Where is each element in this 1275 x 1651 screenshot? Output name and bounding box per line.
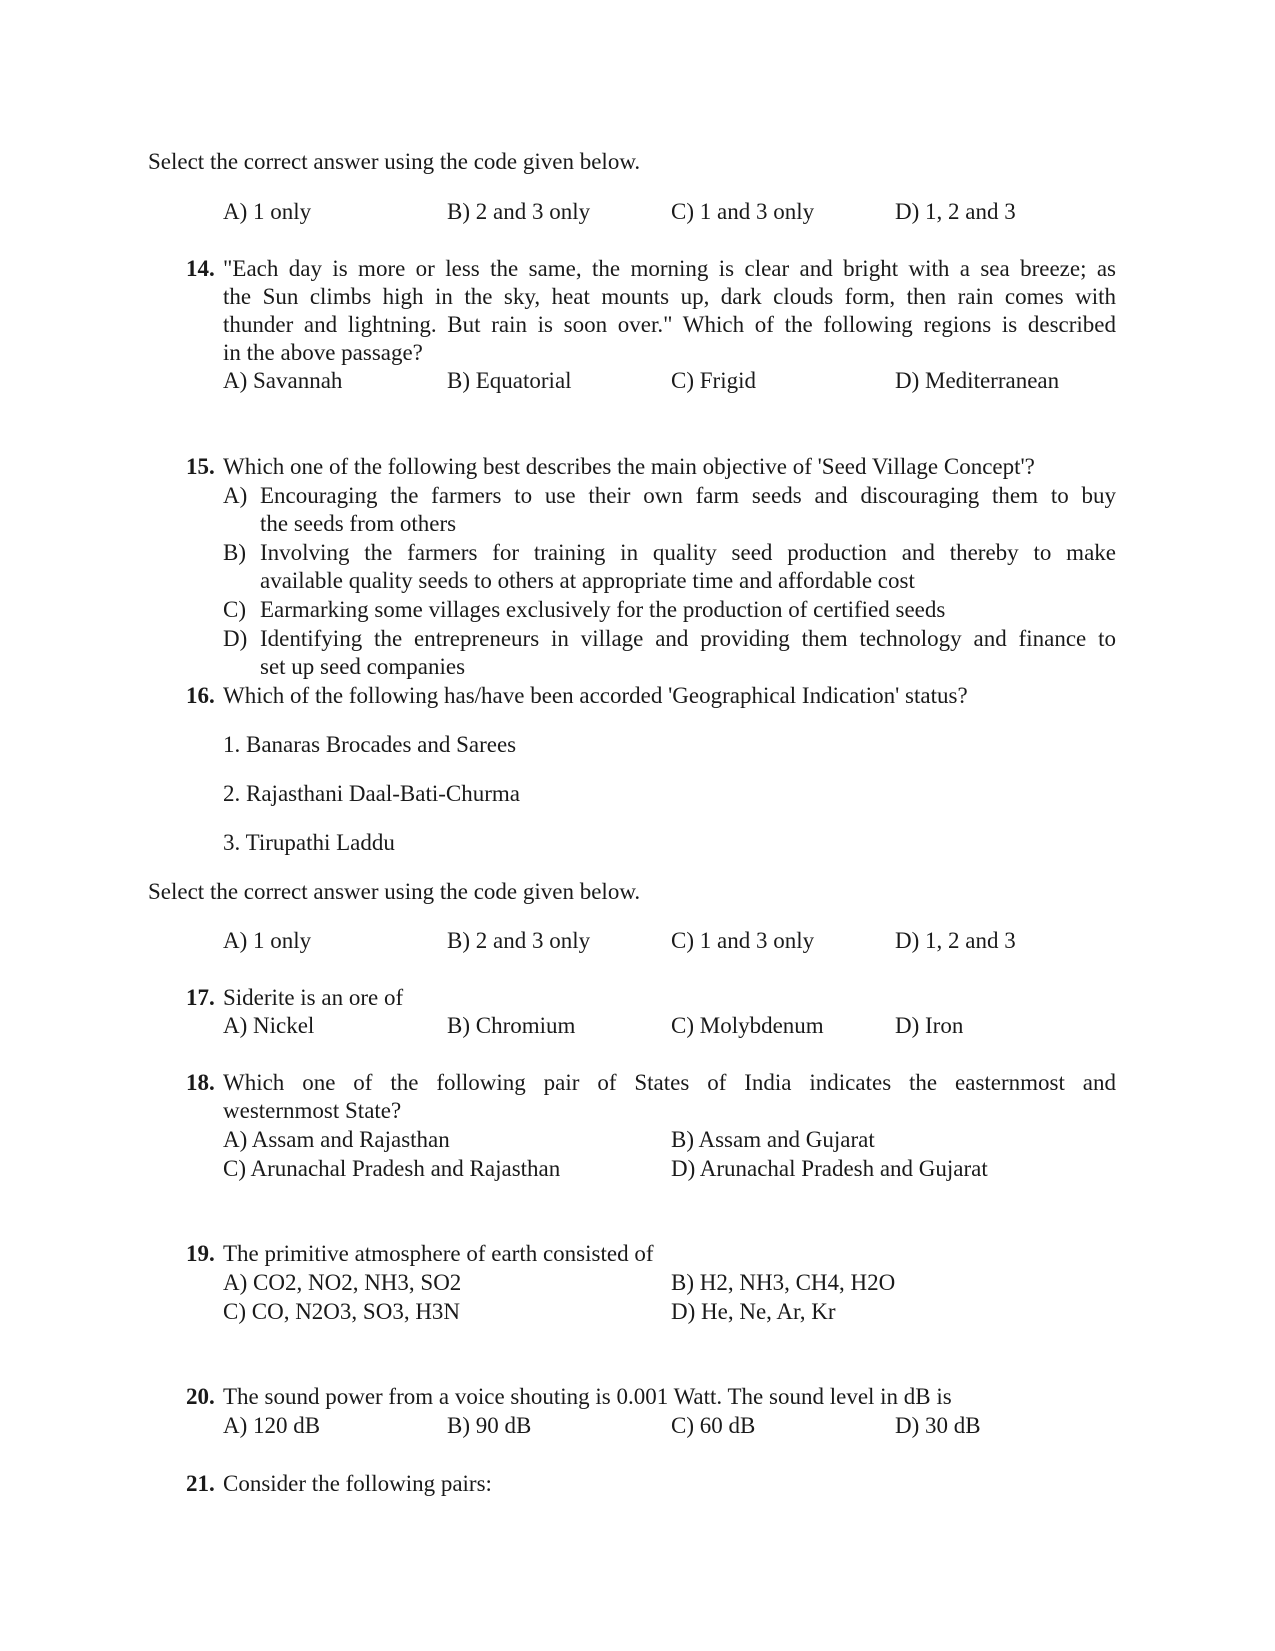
q15-option-c-line-1: Earmarking some villages exclusively for the production of certified seeds [260, 597, 946, 622]
q16-item-1: 1. Banaras Brocades and Sarees [223, 732, 517, 757]
q20-option-b: B) 90 dB [447, 1413, 532, 1438]
q15-option-a-line-2: the seeds from others [260, 511, 457, 536]
q18-option-a: A) Assam and Rajasthan [223, 1127, 450, 1152]
q15-text: Which one of the following best describes the main objective of 'Seed Village Concept'? [223, 454, 1035, 479]
q13-option-d: D) 1, 2 and 3 [895, 199, 1016, 224]
q20-option-a: A) 120 dB [223, 1413, 321, 1438]
q13-option-b: B) 2 and 3 only [447, 199, 591, 224]
q14-text-line-1: "Each day is more or less the same, the morning is clear and bright with a sea breeze; as [223, 256, 1116, 281]
q20-number: 20. [186, 1384, 215, 1409]
q19-option-b: B) H2, NH3, CH4, H2O [671, 1270, 896, 1295]
q19-number: 19. [186, 1241, 215, 1266]
q14-text-line-3: thunder and lightning. But rain is soon over." Which of the following regions is described [223, 312, 1116, 337]
q21-text: Consider the following pairs: [223, 1471, 492, 1496]
q16-option-d: D) 1, 2 and 3 [895, 928, 1016, 953]
q15-option-c-label: C) [223, 597, 246, 622]
q14-text-line-2: the Sun climbs high in the sky, heat mounts up, dark clouds form, then rain comes with [223, 284, 1116, 309]
q18-text-line-1: Which one of the following pair of States of India indicates the easternmost and [223, 1070, 1116, 1095]
q17-option-d: D) Iron [895, 1013, 964, 1038]
q20-option-c: C) 60 dB [671, 1413, 756, 1438]
q14-text-line-4: in the above passage? [223, 340, 423, 365]
q16-option-c: C) 1 and 3 only [671, 928, 815, 953]
q14-option-d: D) Mediterranean [895, 368, 1060, 393]
q20-text: The sound power from a voice shouting is 0.001 Watt. The sound level in dB is [223, 1384, 952, 1409]
q19-option-c: C) CO, N2O3, SO3, H3N [223, 1299, 461, 1324]
q21-number: 21. [186, 1471, 215, 1496]
q16-number: 16. [186, 683, 215, 708]
q14-option-a: A) Savannah [223, 368, 343, 393]
q15-number: 15. [186, 454, 215, 479]
q14-number: 14. [186, 256, 215, 281]
q15-option-b-label: B) [223, 540, 246, 565]
q17-option-b: B) Chromium [447, 1013, 576, 1038]
q16-intro-text: Select the correct answer using the code given below. [148, 879, 641, 904]
q18-text-line-2: westernmost State? [223, 1098, 402, 1123]
q15-option-d-line-2: set up seed companies [260, 654, 466, 679]
q16-option-a: A) 1 only [223, 928, 312, 953]
q20-option-d: D) 30 dB [895, 1413, 981, 1438]
q16-text: Which of the following has/have been accorded 'Geographical Indication' status? [223, 683, 968, 708]
q13-option-a: A) 1 only [223, 199, 312, 224]
q17-option-a: A) Nickel [223, 1013, 315, 1038]
q14-option-c: C) Frigid [671, 368, 756, 393]
q17-text: Siderite is an ore of [223, 985, 404, 1010]
q17-option-c: C) Molybdenum [671, 1013, 824, 1038]
q16-item-3: 3. Tirupathi Laddu [223, 830, 395, 855]
q19-text: The primitive atmosphere of earth consisted of [223, 1241, 654, 1266]
q15-option-a-label: A) [223, 483, 248, 508]
q18-option-c: C) Arunachal Pradesh and Rajasthan [223, 1156, 561, 1181]
q15-option-b-line-1: Involving the farmers for training in quality seed production and thereby to make [260, 540, 1116, 565]
q19-option-a: A) CO2, NO2, NH3, SO2 [223, 1270, 462, 1295]
q15-option-a-line-1: Encouraging the farmers to use their own farm seeds and discouraging them to buy [260, 483, 1116, 508]
q13-option-c: C) 1 and 3 only [671, 199, 815, 224]
q15-option-b-line-2: available quality seeds to others at appropriate time and affordable cost [260, 568, 915, 593]
q17-number: 17. [186, 985, 215, 1010]
q19-option-d: D) He, Ne, Ar, Kr [671, 1299, 836, 1324]
q14-option-b: B) Equatorial [447, 368, 572, 393]
q16-item-2: 2. Rajasthani Daal-Bati-Churma [223, 781, 521, 806]
q15-option-d-line-1: Identifying the entrepreneurs in village and providing them technology and finance to [260, 626, 1116, 651]
intro-text: Select the correct answer using the code given below. [148, 149, 641, 174]
q16-option-b: B) 2 and 3 only [447, 928, 591, 953]
q18-number: 18. [186, 1070, 215, 1095]
q15-option-d-label: D) [223, 626, 248, 651]
q18-option-b: B) Assam and Gujarat [671, 1127, 875, 1152]
q18-option-d: D) Arunachal Pradesh and Gujarat [671, 1156, 988, 1181]
